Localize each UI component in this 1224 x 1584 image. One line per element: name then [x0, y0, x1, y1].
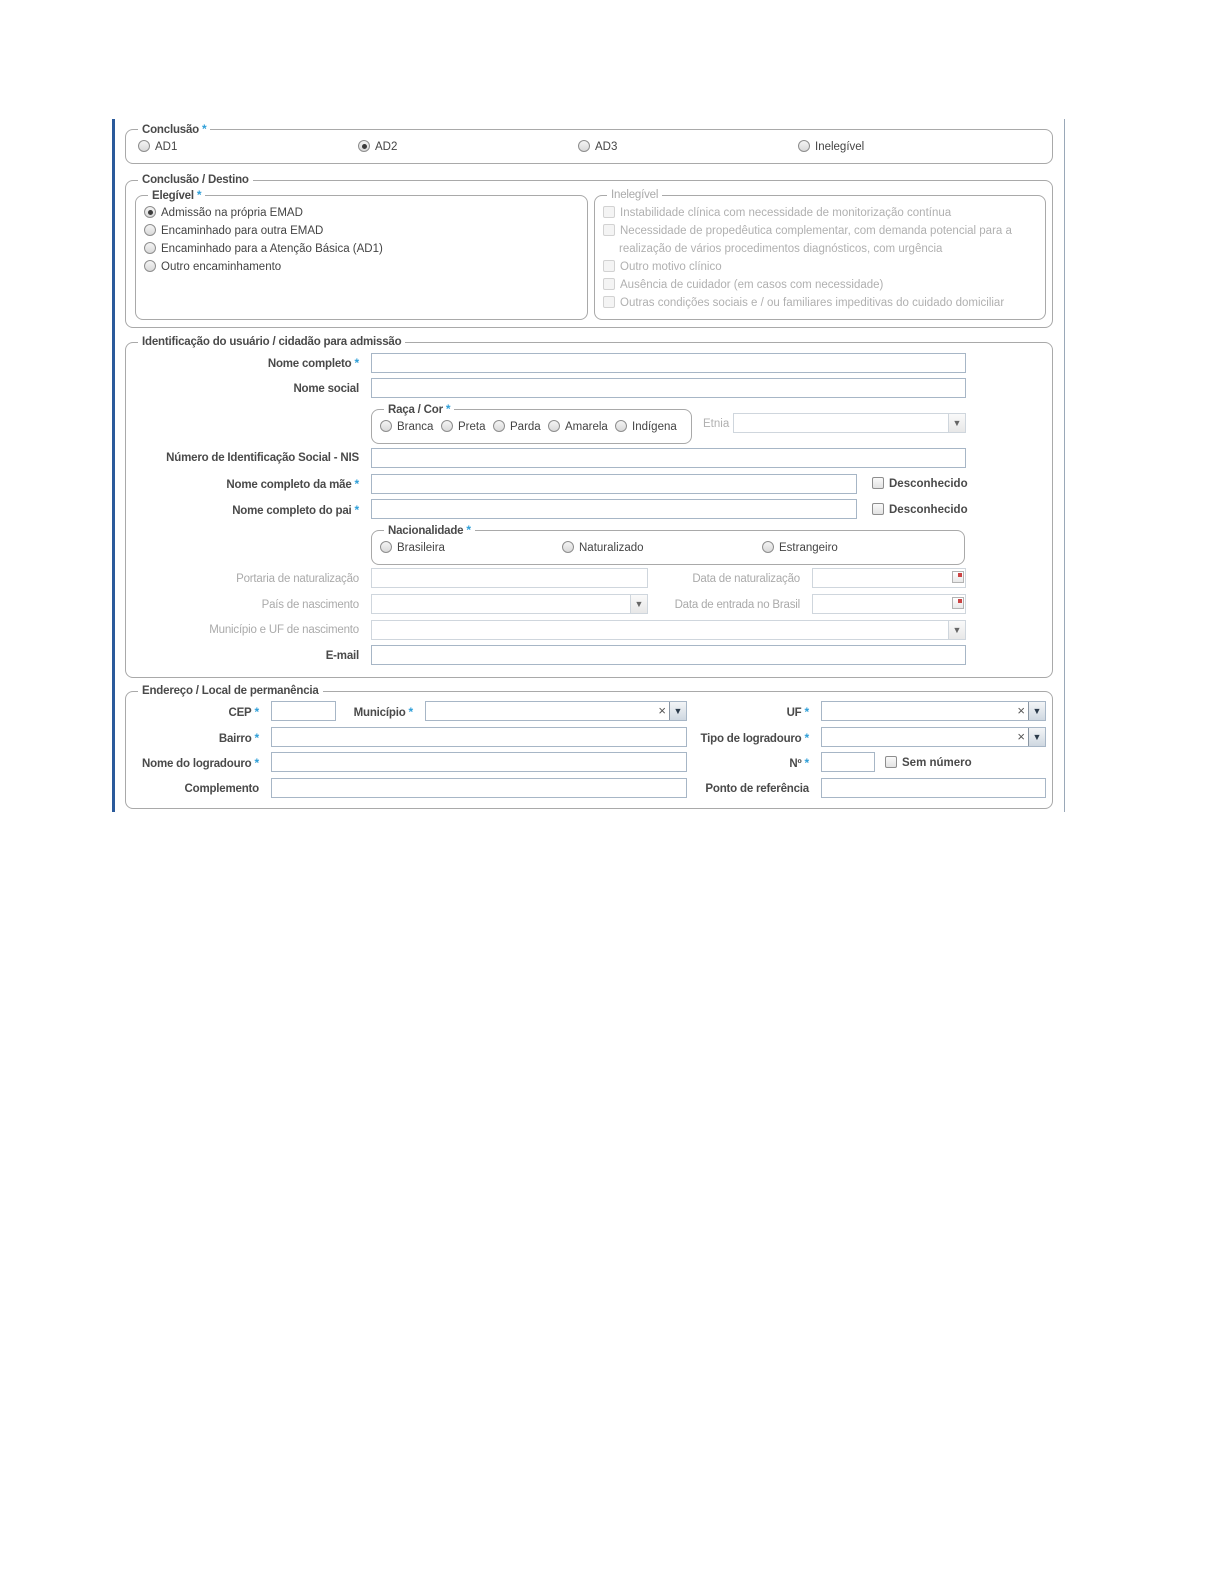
- elegivel-legend: Elegível *: [148, 187, 205, 204]
- required-icon: *: [254, 731, 259, 745]
- radio-inelegivel[interactable]: Inelegível: [798, 139, 864, 155]
- clear-icon[interactable]: ×: [1017, 729, 1025, 744]
- tipo-logradouro-select[interactable]: [821, 727, 1046, 747]
- required-icon: *: [254, 705, 259, 719]
- checkbox-ausencia-cuidador[interactable]: Ausência de cuidador (em casos com necessidade): [603, 277, 883, 293]
- radio-icon[interactable]: [578, 140, 590, 152]
- raca-fieldset: [371, 402, 692, 444]
- page-accent-bar: [112, 119, 115, 812]
- radio-brasileira[interactable]: Brasileira: [380, 540, 445, 556]
- chevron-down-icon[interactable]: ▼: [1028, 702, 1045, 720]
- checkbox-icon[interactable]: [603, 278, 615, 290]
- radio-icon[interactable]: [144, 242, 156, 254]
- radio-ad2[interactable]: AD2: [358, 139, 397, 155]
- required-icon: *: [445, 402, 451, 416]
- clear-icon[interactable]: ×: [658, 703, 666, 718]
- conclusao-legend: Conclusão *: [138, 121, 210, 138]
- required-icon: *: [254, 756, 259, 770]
- destino-legend: Conclusão / Destino: [138, 172, 253, 188]
- raca-legend: Raça / Cor *: [384, 401, 454, 418]
- radio-outra-emad[interactable]: Encaminhado para outra EMAD: [144, 223, 323, 239]
- sem-numero-checkbox[interactable]: Sem número: [885, 755, 972, 771]
- pai-input[interactable]: [371, 499, 857, 519]
- nacionalidade-legend: Nacionalidade *: [384, 522, 475, 539]
- radio-icon[interactable]: [441, 420, 453, 432]
- complemento-label: Complemento: [184, 783, 259, 795]
- required-icon: *: [804, 756, 809, 770]
- bairro-input[interactable]: [271, 727, 687, 747]
- checkbox-condicoes-sociais[interactable]: Outras condições sociais e / ou familiares impeditivas do cuidado domiciliar: [603, 295, 1004, 311]
- bairro-label: Bairro *: [218, 731, 259, 745]
- data-entrada-label: Data de entrada no Brasil: [674, 599, 800, 611]
- etnia-label: Etnia: [703, 418, 730, 430]
- checkbox-icon[interactable]: [885, 756, 897, 768]
- radio-ad1[interactable]: AD1: [138, 139, 177, 155]
- checkbox-icon[interactable]: [872, 477, 884, 489]
- pais-nascimento-label: País de nascimento: [261, 599, 359, 611]
- radio-icon[interactable]: [493, 420, 505, 432]
- required-icon: *: [354, 356, 359, 370]
- municipio-uf-label: Município e UF de nascimento: [209, 624, 359, 636]
- nacionalidade-fieldset: [371, 523, 965, 565]
- nome-completo-label: Nome completo *: [267, 356, 359, 370]
- radio-amarela[interactable]: Amarela: [548, 419, 608, 435]
- pai-label: Nome completo do pai *: [232, 503, 359, 517]
- checkbox-icon[interactable]: [603, 224, 615, 236]
- required-icon: *: [804, 705, 809, 719]
- cep-label: CEP *: [228, 705, 259, 719]
- municipio-label: Município *: [353, 705, 413, 719]
- pai-desconhecido-checkbox[interactable]: Desconhecido: [872, 502, 968, 518]
- inelegivel-legend: Inelegível: [607, 187, 662, 203]
- mae-desconhecido-checkbox[interactable]: Desconhecido: [872, 476, 968, 492]
- cep-input[interactable]: [271, 701, 336, 721]
- clear-icon[interactable]: ×: [1017, 703, 1025, 718]
- radio-icon[interactable]: [798, 140, 810, 152]
- radio-estrangeiro[interactable]: Estrangeiro: [762, 540, 838, 556]
- chevron-down-icon[interactable]: ▼: [630, 595, 647, 613]
- radio-ad3[interactable]: AD3: [578, 139, 617, 155]
- checkbox-outro-motivo[interactable]: Outro motivo clínico: [603, 259, 722, 275]
- numero-input[interactable]: [821, 752, 875, 772]
- data-entrada-input[interactable]: [812, 594, 966, 614]
- mae-label: Nome completo da mãe *: [226, 477, 359, 491]
- checkbox-propedeutica-continued: realização de vários procedimentos diagnósticos, com urgência: [619, 243, 943, 255]
- elegivel-fieldset: [135, 188, 588, 320]
- radio-icon[interactable]: [380, 420, 392, 432]
- required-icon: *: [202, 122, 207, 136]
- radio-atencao-basica[interactable]: Encaminhado para a Atenção Básica (AD1): [144, 241, 383, 257]
- email-input[interactable]: [371, 645, 966, 665]
- required-icon: *: [354, 477, 359, 491]
- radio-icon-checked[interactable]: [358, 140, 370, 152]
- chevron-down-icon[interactable]: ▼: [948, 414, 965, 432]
- nome-social-label: Nome social: [293, 383, 359, 395]
- numero-label: Nº *: [789, 756, 809, 770]
- checkbox-icon[interactable]: [872, 503, 884, 515]
- checkbox-propedeutica[interactable]: Necessidade de propedêutica complementar, com demanda potencial para a: [603, 223, 1012, 239]
- inelegivel-fieldset: [594, 189, 1046, 320]
- etnia-select[interactable]: [733, 413, 966, 433]
- radio-icon[interactable]: [562, 541, 574, 553]
- nis-input[interactable]: [371, 448, 966, 468]
- tipo-logradouro-label: Tipo de logradouro *: [700, 731, 809, 745]
- nome-social-input[interactable]: [371, 378, 966, 398]
- radio-icon[interactable]: [548, 420, 560, 432]
- radio-admissao-emad[interactable]: Admissão na própria EMAD: [144, 205, 303, 221]
- radio-icon[interactable]: [144, 224, 156, 236]
- nome-logradouro-label: Nome do logradouro *: [142, 756, 259, 770]
- radio-indigena[interactable]: Indígena: [615, 419, 677, 435]
- radio-branca[interactable]: Branca: [380, 419, 433, 435]
- calendar-icon[interactable]: [952, 571, 964, 583]
- email-label: E-mail: [325, 650, 359, 662]
- conclusao-fieldset: [125, 122, 1053, 164]
- radio-icon[interactable]: [380, 541, 392, 553]
- radio-naturalizado[interactable]: Naturalizado: [562, 540, 644, 556]
- page-right-border: [1064, 119, 1065, 812]
- radio-parda[interactable]: Parda: [493, 419, 541, 435]
- complemento-input[interactable]: [271, 778, 687, 798]
- data-naturalizacao-label: Data de naturalização: [692, 573, 800, 585]
- checkbox-icon[interactable]: [603, 260, 615, 272]
- pais-nascimento-select[interactable]: [371, 594, 648, 614]
- radio-icon[interactable]: [138, 140, 150, 152]
- checkbox-icon[interactable]: [603, 296, 615, 308]
- calendar-icon[interactable]: [952, 597, 964, 609]
- chevron-down-icon[interactable]: ▼: [669, 702, 686, 720]
- chevron-down-icon[interactable]: ▼: [1028, 728, 1045, 746]
- uf-select[interactable]: [821, 701, 1046, 721]
- radio-icon[interactable]: [762, 541, 774, 553]
- identificacao-legend: Identificação do usuário / cidadão para admissão: [138, 334, 405, 350]
- data-naturalizacao-input[interactable]: [812, 568, 966, 588]
- nis-label: Número de Identificação Social - NIS: [166, 452, 359, 464]
- radio-outro-encaminhamento[interactable]: Outro encaminhamento: [144, 259, 281, 275]
- chevron-down-icon[interactable]: ▼: [948, 621, 965, 639]
- endereco-legend: Endereço / Local de permanência: [138, 683, 323, 699]
- checkbox-instabilidade[interactable]: Instabilidade clínica com necessidade de monitorização contínua: [603, 205, 951, 221]
- radio-icon[interactable]: [615, 420, 627, 432]
- required-icon: *: [354, 503, 359, 517]
- destino-fieldset: [125, 174, 1053, 328]
- checkbox-icon[interactable]: [603, 206, 615, 218]
- required-icon: *: [196, 188, 202, 202]
- nome-logradouro-input[interactable]: [271, 752, 687, 772]
- radio-icon-checked[interactable]: [144, 206, 156, 218]
- required-icon: *: [466, 523, 471, 537]
- ponto-referencia-input[interactable]: [821, 778, 1046, 798]
- municipio-select[interactable]: [425, 701, 687, 721]
- required-icon: *: [804, 731, 809, 745]
- uf-label: UF *: [786, 705, 809, 719]
- nome-completo-input[interactable]: [371, 353, 966, 373]
- required-icon: *: [408, 705, 413, 719]
- municipio-uf-select[interactable]: [371, 620, 966, 640]
- portaria-input[interactable]: [371, 568, 648, 588]
- portaria-label: Portaria de naturalização: [236, 573, 359, 585]
- radio-preta[interactable]: Preta: [441, 419, 486, 435]
- mae-input[interactable]: [371, 474, 857, 494]
- ponto-referencia-label: Ponto de referência: [705, 783, 809, 795]
- radio-icon[interactable]: [144, 260, 156, 272]
